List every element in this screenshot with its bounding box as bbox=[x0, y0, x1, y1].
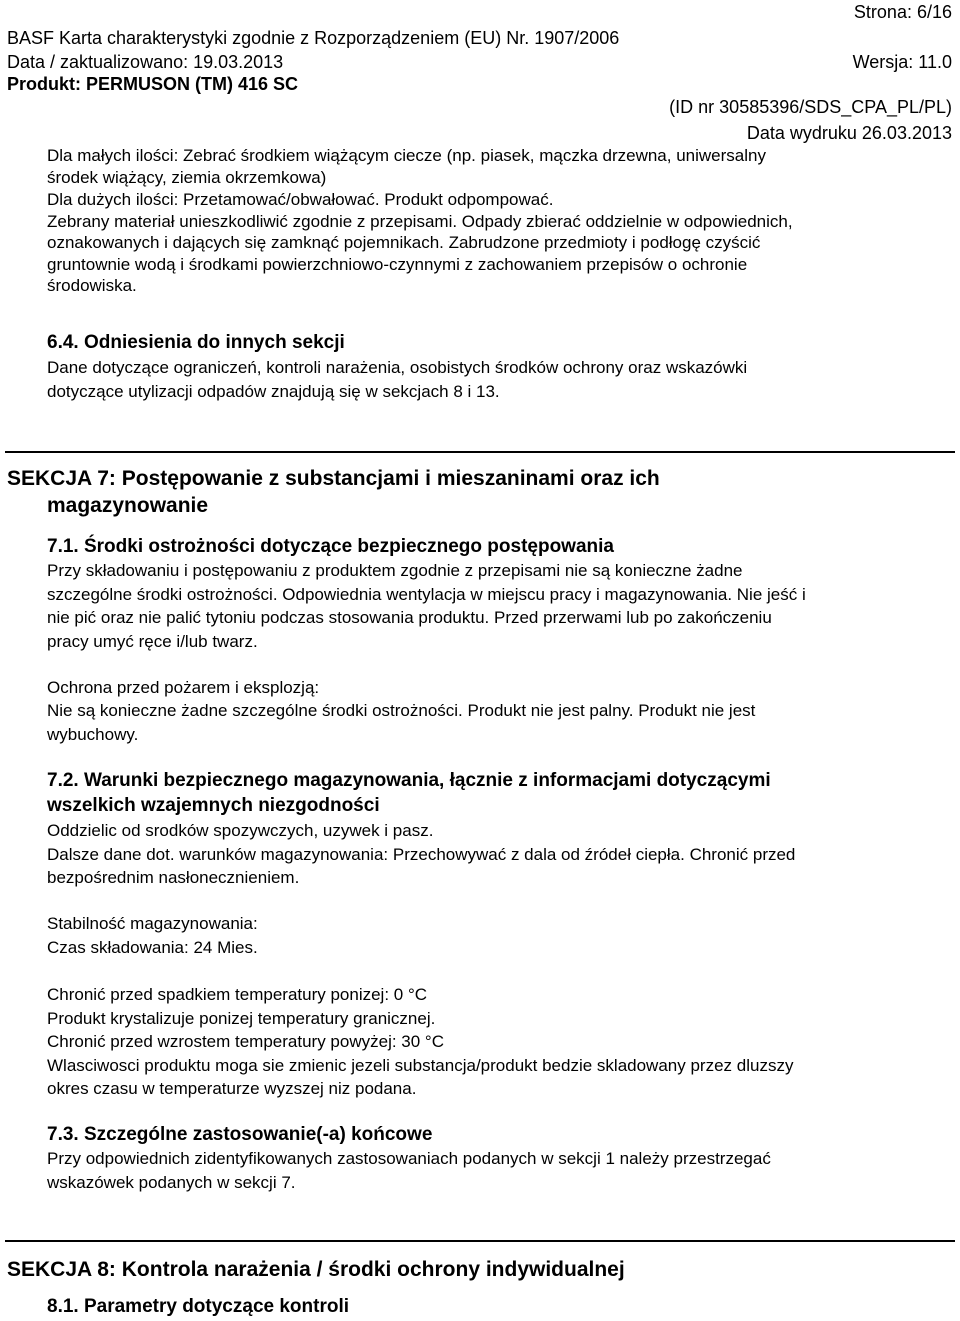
stability-value: Czas składowania: 24 Mies. bbox=[47, 937, 258, 957]
subsection-8-1-heading: 8.1. Parametry dotyczące kontroli bbox=[47, 1296, 350, 1317]
text-line: Chronić przed spadkiem temperatury ponizej: 0 °C bbox=[47, 985, 428, 1004]
text-line: Dane dotyczące ograniczeń, kontroli narażenia, osobistych środków ochrony oraz wskazówki bbox=[47, 358, 748, 377]
section-divider bbox=[5, 1240, 955, 1242]
fire-protection-text bbox=[47, 699, 952, 746]
page-number: Strona: 6/16 bbox=[853, 2, 952, 22]
subsection-7-2-text bbox=[47, 819, 952, 890]
subsection-7-3-heading: 7.3. Szczególne zastosowanie(-a) końcowe bbox=[47, 1124, 433, 1145]
text-line: nie pić oraz nie palić tytoniu podczas stosowania produktu. Przed przerwami lub po zakończeniu bbox=[47, 608, 772, 627]
document-title: BASF Karta charakterystyki zgodnie z Rozporządzeniem (EU) Nr. 1907/2006 bbox=[7, 28, 620, 48]
text-line: Zebrany materiał unieszkodliwić zgodnie z przepisami. Odpady zbierać oddzielnie w odpowiednich, bbox=[47, 211, 793, 231]
section-7-heading bbox=[7, 465, 927, 519]
text-line: okres czasu w temperaturze wyzszej niz podana. bbox=[47, 1079, 417, 1098]
subsection-6-4-text bbox=[47, 356, 952, 403]
text-line: szczególne środki ostrożności. Odpowiednia wentylacja w miejscu pracy i magazynowania. Nie jeść i bbox=[47, 584, 806, 604]
small-spill-text bbox=[47, 145, 952, 188]
fire-protection-label bbox=[47, 676, 952, 700]
revision-date: Data / zaktualizowano: 19.03.2013 bbox=[7, 52, 284, 72]
text-line: środek wiążący, ziemia okrzemkowa) bbox=[47, 167, 327, 187]
product-name: Produkt: PERMUSON (TM) 416 SC bbox=[7, 74, 299, 94]
text-line: dotyczące utylizacji odpadów znajdują się w sekcjach 8 i 13. bbox=[47, 381, 500, 401]
text-line: Nie są konieczne żadne szczególne środki ostrożności. Produkt nie jest palny. Produkt nie jest bbox=[47, 701, 756, 720]
subsection-6-4-heading: 6.4. Odniesienia do innych sekcji bbox=[47, 332, 345, 353]
subsection-7-1-text bbox=[47, 559, 952, 653]
version: Wersja: 11.0 bbox=[852, 52, 952, 72]
heading-line: SEKCJA 7: Postępowanie z substancjami i mieszaninami oraz ich bbox=[7, 467, 660, 490]
subsection-7-3-text bbox=[47, 1147, 952, 1194]
heading-line: magazynowanie bbox=[47, 494, 209, 517]
text-line: bezpośrednim nasłonecznieniem. bbox=[47, 868, 300, 887]
text-line: gruntownie wodą i środkami powierzchniowo-czynnymi z zachowaniem przepisów o ochronie bbox=[47, 254, 748, 274]
text-line: Oddzielic od srodków spozywczych, uzywek i pasz. bbox=[47, 821, 434, 840]
text-line: Dalsze dane dot. warunków magazynowania: Przechowywać z dala od źródeł ciepła. Chronić przed bbox=[47, 844, 796, 864]
subsection-7-2-heading bbox=[47, 768, 771, 818]
document-id: (ID nr 30585396/SDS_CPA_PL/PL) bbox=[669, 97, 952, 117]
text-line: Chronić przed wzrostem temperatury powyżej: 30 °C bbox=[47, 1032, 445, 1051]
text-line: Dla dużych ilości: Przetamować/obwałować. Produkt odpompować. bbox=[47, 190, 554, 209]
text-line: Przy składowaniu i postępowaniu z produktem zgodnie z przepisami nie są konieczne żadne bbox=[47, 561, 743, 580]
text-line: pracy umyć ręce i/lub twarz. bbox=[47, 631, 258, 651]
section-divider bbox=[5, 451, 955, 453]
temperature-text bbox=[47, 983, 952, 1101]
text-line: wybuchowy. bbox=[47, 724, 139, 744]
text-line: Ochrona przed pożarem i eksplozją: bbox=[47, 678, 320, 697]
text-line: oznakowanych i dających się zamknąć pojemnikach. Zabrudzone przedmioty i podłogę czyścić bbox=[47, 233, 761, 252]
text-line: Przy odpowiednich zidentyfikowanych zastosowaniach podanych w sekcji 1 należy przestrzegać bbox=[47, 1149, 771, 1168]
text-line: wskazówek podanych w sekcji 7. bbox=[47, 1172, 296, 1192]
section-8-heading: SEKCJA 8: Kontrola narażenia / środki ochrony indywidualnej bbox=[7, 1258, 625, 1281]
heading-line: wszelkich wzajemnych niezgodności bbox=[47, 795, 380, 816]
text-line: Wlasciwosci produktu moga sie zmienic jezeli substancja/produkt bedzie skladowany przez dluzszy bbox=[47, 1055, 794, 1075]
heading-line: 7.2. Warunki bezpiecznego magazynowania, łącznie z informacjami dotyczącymi bbox=[47, 770, 771, 791]
storage-stability bbox=[47, 912, 952, 959]
text-line: środowiska. bbox=[47, 276, 137, 295]
text-line: Produkt krystalizuje ponizej temperatury granicznej. bbox=[47, 1008, 436, 1028]
large-spill-text bbox=[47, 189, 952, 297]
print-date: Data wydruku 26.03.2013 bbox=[746, 123, 952, 143]
subsection-7-1-heading: 7.1. Środki ostrożności dotyczące bezpiecznego postępowania bbox=[47, 536, 614, 557]
stability-label: Stabilność magazynowania: bbox=[47, 914, 258, 933]
text-line: Dla małych ilości: Zebrać środkiem wiążącym ciecze (np. piasek, mączka drzewna, uniwersalny bbox=[47, 146, 766, 165]
